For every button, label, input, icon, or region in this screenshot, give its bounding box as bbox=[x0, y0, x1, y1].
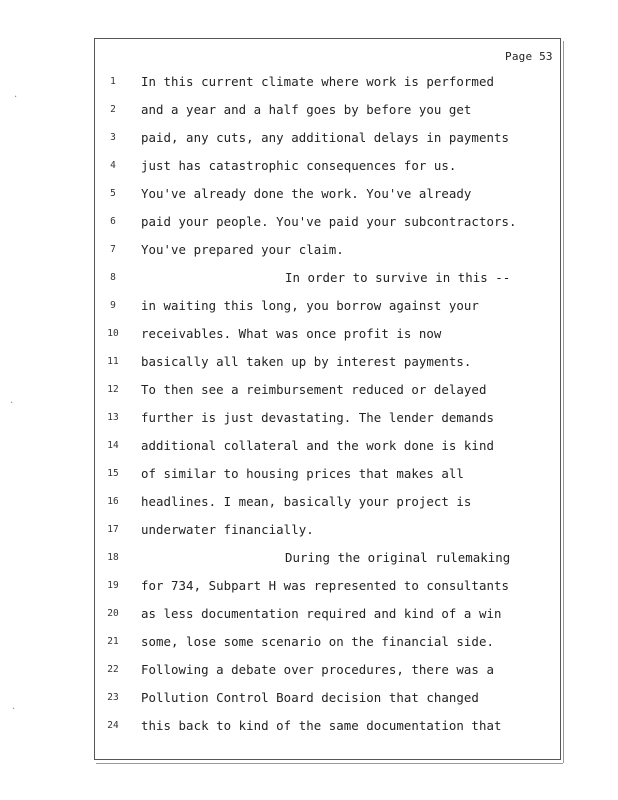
line-number: 23 bbox=[107, 692, 119, 703]
transcript-line: further is just devastating. The lender demands bbox=[141, 410, 494, 425]
transcript-line: You've already done the work. You've already bbox=[141, 186, 472, 201]
transcript-line: Pollution Control Board decision that changed bbox=[141, 690, 479, 705]
line-number-column bbox=[100, 72, 126, 744]
transcript-line: Following a debate over procedures, there was a bbox=[141, 662, 494, 677]
line-number: 5 bbox=[110, 188, 116, 199]
scan-margin-mark: · bbox=[12, 704, 16, 715]
line-number: 16 bbox=[107, 496, 119, 507]
transcript-line: and a year and a half goes by before you get bbox=[141, 102, 472, 117]
line-number: 24 bbox=[107, 720, 119, 731]
line-number: 14 bbox=[107, 440, 119, 451]
transcript-line: basically all taken up by interest payments. bbox=[141, 354, 472, 369]
transcript-line: During the original rulemaking bbox=[285, 550, 511, 565]
transcript-line: of similar to housing prices that makes all bbox=[141, 466, 464, 481]
line-number: 7 bbox=[110, 244, 116, 255]
transcript-line: additional collateral and the work done is kind bbox=[141, 438, 494, 453]
transcript-line: In this current climate where work is performed bbox=[141, 74, 494, 89]
scan-margin-mark: · bbox=[14, 92, 18, 103]
scan-margin-mark: · bbox=[10, 398, 14, 409]
line-number: 20 bbox=[107, 608, 119, 619]
line-number: 19 bbox=[107, 580, 119, 591]
transcript-line: receivables. What was once profit is now bbox=[141, 326, 442, 341]
line-number: 9 bbox=[110, 300, 116, 311]
transcript-line: just has catastrophic consequences for us. bbox=[141, 158, 457, 173]
line-number: 15 bbox=[107, 468, 119, 479]
line-number: 13 bbox=[107, 412, 119, 423]
page-number: Page 53 bbox=[505, 50, 553, 63]
page-edge-shadow bbox=[96, 763, 563, 764]
line-number: 10 bbox=[107, 328, 119, 339]
line-number: 6 bbox=[110, 216, 116, 227]
transcript-line: underwater financially. bbox=[141, 522, 314, 537]
line-number: 11 bbox=[107, 356, 119, 367]
transcript-line: as less documentation required and kind of a win bbox=[141, 606, 502, 621]
line-number: 12 bbox=[107, 384, 119, 395]
transcript-line: this back to kind of the same documentation that bbox=[141, 718, 502, 733]
transcript-line: To then see a reimbursement reduced or delayed bbox=[141, 382, 487, 397]
transcript-line: In order to survive in this -- bbox=[285, 270, 511, 285]
line-number: 3 bbox=[110, 132, 116, 143]
line-number: 22 bbox=[107, 664, 119, 675]
line-number: 18 bbox=[107, 552, 119, 563]
transcript-line: in waiting this long, you borrow against your bbox=[141, 298, 479, 313]
line-number: 8 bbox=[110, 272, 116, 283]
line-number: 4 bbox=[110, 160, 116, 171]
line-number: 1 bbox=[110, 76, 116, 87]
line-number: 17 bbox=[107, 524, 119, 535]
transcript-line: headlines. I mean, basically your project is bbox=[141, 494, 472, 509]
transcript-line: paid, any cuts, any additional delays in payments bbox=[141, 130, 509, 145]
transcript-line: paid your people. You've paid your subcontractors. bbox=[141, 214, 517, 229]
transcript-line: for 734, Subpart H was represented to consultants bbox=[141, 578, 509, 593]
transcript-line: You've prepared your claim. bbox=[141, 242, 344, 257]
line-number: 21 bbox=[107, 636, 119, 647]
transcript-line: some, lose some scenario on the financial side. bbox=[141, 634, 494, 649]
line-number: 2 bbox=[110, 104, 116, 115]
transcript-body bbox=[141, 72, 553, 744]
